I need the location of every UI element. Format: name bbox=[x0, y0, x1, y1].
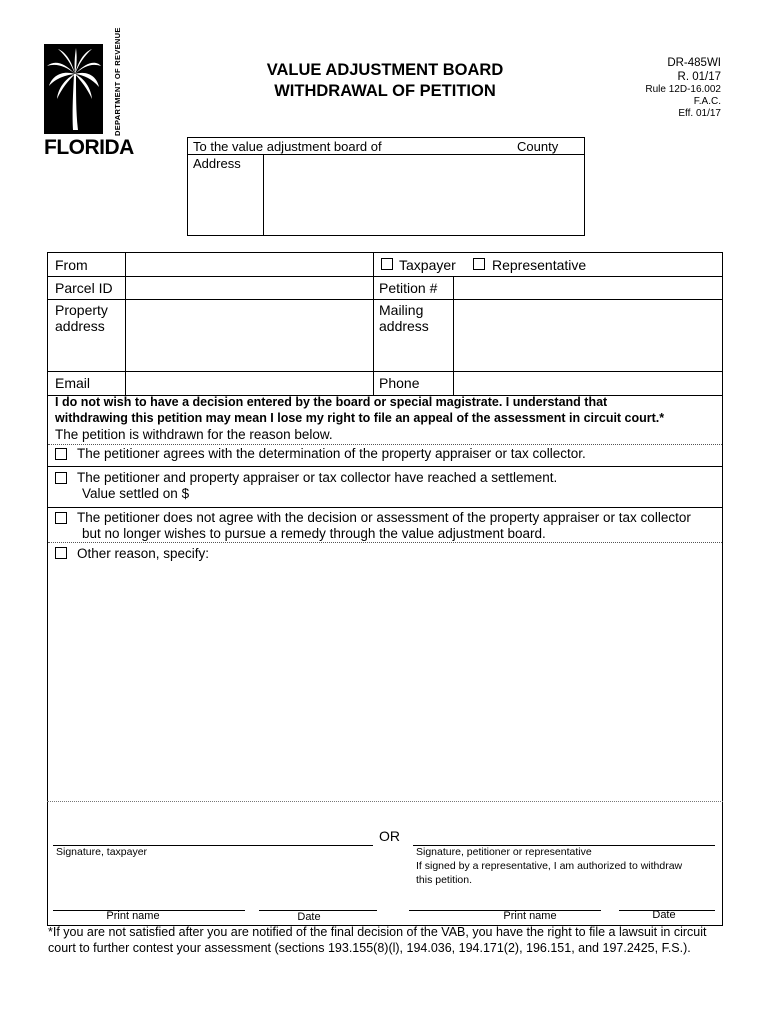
print-name-left-label: Print name bbox=[106, 910, 160, 922]
mailing-address-label-2: address bbox=[379, 318, 429, 334]
rep-signature-label: Signature, petitioner or representative bbox=[416, 846, 592, 858]
rep-authorization-note-1: If signed by a representative, I am authorized to withdraw bbox=[416, 860, 683, 872]
or-label: OR bbox=[379, 828, 400, 844]
reason-agree-checkbox[interactable] bbox=[55, 448, 67, 460]
property-address-label-1: Property bbox=[55, 302, 108, 318]
form-number: DR-485WI bbox=[667, 57, 721, 69]
form-title-line1: VALUE ADJUSTMENT BOARD bbox=[266, 61, 504, 79]
taxpayer-checkbox[interactable] bbox=[381, 258, 393, 270]
print-name-left-input[interactable] bbox=[53, 889, 245, 909]
rep-authorization-note-2: this petition. bbox=[416, 874, 473, 886]
reason-divider-1 bbox=[48, 444, 722, 445]
date-right-label: Date bbox=[652, 909, 676, 921]
reason-divider-2 bbox=[47, 466, 723, 467]
date-left-label: Date bbox=[297, 911, 321, 923]
print-name-right-label: Print name bbox=[503, 910, 557, 922]
form-fac: F.A.C. bbox=[693, 96, 721, 107]
board-address-divider bbox=[263, 154, 264, 236]
board-county-label: County bbox=[517, 139, 559, 154]
footer-note-line1: *If you are not satisfied after you are notified of the final decision of the VAB, you have the right to file a lawsuit in circuit bbox=[48, 925, 707, 939]
reason-other-label: Other reason, specify: bbox=[77, 546, 210, 561]
palm-tree-icon bbox=[44, 44, 103, 134]
taxpayer-label: Taxpayer bbox=[399, 257, 456, 273]
taxpayer-signature-label: Signature, taxpayer bbox=[56, 846, 148, 858]
logo-department-text: DEPARTMENT OF REVENUE bbox=[113, 27, 122, 136]
form-revision: R. 01/17 bbox=[677, 71, 721, 83]
reason-disagree-label-2: but no longer wishes to pursue a remedy through the value adjustment board. bbox=[82, 526, 546, 541]
print-name-right-input[interactable] bbox=[409, 889, 601, 909]
representative-checkbox[interactable] bbox=[473, 258, 485, 270]
reason-disagree-checkbox[interactable] bbox=[55, 512, 67, 524]
property-address-label-2: address bbox=[55, 318, 105, 334]
parcel-id-label: Parcel ID bbox=[55, 280, 113, 296]
mailing-address-input[interactable] bbox=[455, 301, 721, 369]
florida-dor-logo bbox=[44, 27, 134, 159]
reason-divider-4 bbox=[48, 542, 722, 543]
footer-note-line2: court to further contest your assessment (sections 193.155(8)(l), 194.036, 194.171(2), 196.151, and 197.2425, F.S.). bbox=[48, 941, 691, 955]
form-title-line2: WITHDRAWAL OF PETITION bbox=[274, 82, 496, 100]
statement-bold-line2: withdrawing this petition may mean I lose my right to file an appeal of the assessment in circuit court.* bbox=[55, 411, 665, 425]
rep-signature-input[interactable] bbox=[413, 822, 715, 844]
reason-settlement-checkbox[interactable] bbox=[55, 472, 67, 484]
reason-other-input[interactable] bbox=[55, 566, 715, 798]
property-address-input[interactable] bbox=[127, 301, 371, 369]
email-input[interactable] bbox=[127, 373, 371, 394]
from-input[interactable] bbox=[127, 254, 371, 275]
county-input[interactable] bbox=[396, 138, 511, 154]
petition-number-input[interactable] bbox=[455, 278, 721, 298]
middle-divider bbox=[373, 252, 374, 396]
phone-label: Phone bbox=[379, 375, 420, 391]
mailing-address-label-1: Mailing bbox=[379, 302, 424, 318]
reason-intro: The petition is withdrawn for the reason below. bbox=[55, 427, 333, 442]
reason-divider-3 bbox=[47, 507, 723, 508]
reason-disagree-label-1: The petitioner does not agree with the decision or assessment of the property appraiser or tax collector bbox=[77, 510, 691, 525]
board-address-input[interactable] bbox=[265, 156, 583, 234]
value-settled-label: Value settled on $ bbox=[82, 486, 190, 501]
form-effective: Eff. 01/17 bbox=[678, 108, 721, 119]
left-label-divider bbox=[125, 252, 126, 396]
reason-settlement-label: The petitioner and property appraiser or tax collector have reached a settlement. bbox=[77, 470, 558, 485]
value-settled-input[interactable] bbox=[196, 486, 346, 503]
signature-top-divider bbox=[47, 801, 723, 802]
representative-label: Representative bbox=[492, 257, 587, 273]
reason-agree-label: The petitioner agrees with the determination of the property appraiser or tax collector. bbox=[77, 446, 586, 461]
phone-input[interactable] bbox=[455, 373, 721, 394]
board-address-label: Address bbox=[193, 156, 241, 171]
reason-other-checkbox[interactable] bbox=[55, 547, 67, 559]
from-row-bottom bbox=[47, 276, 723, 277]
parcel-id-input[interactable] bbox=[127, 278, 371, 298]
date-left-input[interactable] bbox=[259, 889, 377, 909]
property-row-bottom bbox=[47, 371, 723, 372]
parcel-row-bottom bbox=[47, 299, 723, 300]
logo-emblem bbox=[44, 44, 103, 134]
taxpayer-signature-input[interactable] bbox=[53, 822, 373, 844]
right-label-divider bbox=[453, 276, 454, 396]
board-divider bbox=[187, 154, 585, 155]
board-to-label: To the value adjustment board of bbox=[193, 139, 382, 154]
form-rule: Rule 12D-16.002 bbox=[645, 84, 721, 95]
email-label: Email bbox=[55, 375, 91, 391]
date-right-input[interactable] bbox=[619, 889, 715, 909]
from-label: From bbox=[55, 257, 88, 273]
statement-bold-line1: I do not wish to have a decision entered by the board or special magistrate. I understand that bbox=[55, 395, 608, 409]
petition-number-label: Petition # bbox=[379, 280, 438, 296]
logo-florida-text: FLORIDA bbox=[44, 136, 134, 159]
